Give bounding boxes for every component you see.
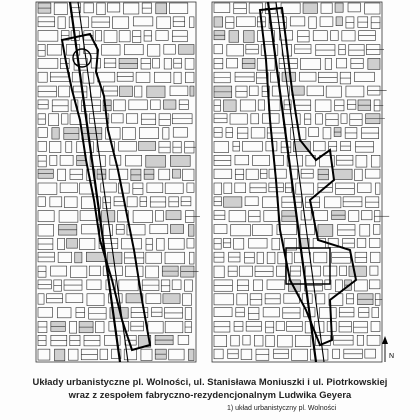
city-block — [190, 86, 194, 96]
city-block — [172, 169, 180, 178]
city-block — [146, 155, 166, 167]
city-block — [52, 128, 59, 139]
city-block — [166, 211, 181, 220]
caption-line-2: wraz z zespołem fabryczno-rezydencjonalnym Ludwika Geyera — [68, 389, 352, 400]
city-block — [170, 225, 183, 234]
city-block — [224, 100, 237, 111]
city-block — [120, 86, 133, 96]
caption-line-1: Układy urbanistyczne pl. Wolności, ul. Stanisława Moniuszki i ul. Piotrkowskiej — [32, 376, 388, 387]
city-block — [224, 197, 242, 207]
city-block — [189, 349, 194, 360]
city-block — [163, 294, 180, 304]
city-block — [335, 3, 343, 12]
left-map-panel — [36, 2, 200, 362]
right-map-panel — [212, 2, 394, 362]
city-block — [282, 72, 295, 81]
city-block — [333, 169, 352, 179]
city-block — [179, 45, 194, 55]
city-block — [156, 3, 167, 14]
city-block — [292, 86, 304, 95]
city-block — [229, 31, 239, 43]
city-block — [139, 141, 156, 150]
city-block — [108, 252, 122, 264]
city-block — [188, 225, 194, 237]
city-block — [336, 17, 342, 26]
city-block — [75, 252, 82, 263]
city-block — [244, 31, 255, 43]
city-block — [303, 3, 317, 13]
city-block — [368, 58, 380, 69]
city-block — [86, 252, 105, 261]
city-block — [318, 225, 333, 237]
legend-item-1: 1) układ urbanistyczny pl. Wolności — [227, 405, 337, 412]
city-block — [67, 238, 78, 248]
city-block — [349, 266, 366, 276]
city-block — [170, 155, 190, 166]
city-block — [55, 349, 65, 361]
city-block — [214, 17, 223, 27]
city-block — [163, 100, 175, 109]
city-block — [147, 86, 165, 97]
north-label: N — [389, 353, 395, 360]
